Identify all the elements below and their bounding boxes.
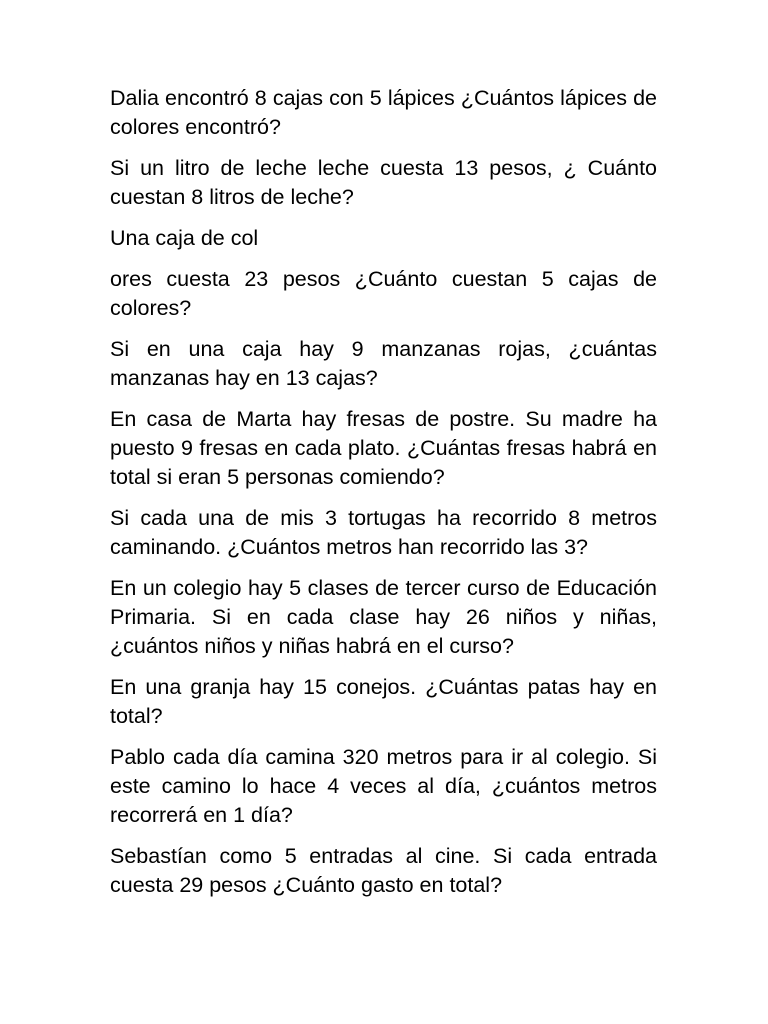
paragraph-9: En una granja hay 15 conejos. ¿Cuántas patas hay en total?: [110, 675, 657, 728]
document-page: [110, 84, 657, 912]
paragraph-7: Si cada una de mis 3 tortugas ha recorrido 8 metros caminando. ¿Cuántos metros han recorrido las 3?: [110, 506, 657, 559]
paragraph-10: Pablo cada día camina 320 metros para ir al colegio. Si este camino lo hace 4 veces al día, ¿cuántos metros recorrerá en 1 día?: [110, 745, 657, 827]
paragraph-11: Sebastían como 5 entradas al cine. Si cada entrada cuesta 29 pesos ¿Cuánto gasto en total?: [110, 844, 657, 897]
paragraph-4: ores cuesta 23 pesos ¿Cuánto cuestan 5 cajas de colores?: [110, 267, 657, 320]
paragraph-8: En un colegio hay 5 clases de tercer curso de Educación Primaria. Si en cada clase hay 26 niños y niñas, ¿cuántos niños y niñas habrá en el curso?: [110, 576, 657, 658]
paragraph-3: Una caja de col: [110, 226, 259, 250]
paragraph-2: Si un litro de leche leche cuesta 13 pesos, ¿ Cuánto cuestan 8 litros de leche?: [110, 156, 657, 209]
paragraph-6: En casa de Marta hay fresas de postre. Su madre ha puesto 9 fresas en cada plato. ¿Cuántas fresas habrá en total si eran 5 personas comiendo?: [110, 407, 657, 489]
paragraph-1: Dalia encontró 8 cajas con 5 lápices ¿Cuántos lápices de colores encontró?: [110, 86, 657, 139]
paragraph-5: Si en una caja hay 9 manzanas rojas, ¿cuántas manzanas hay en 13 cajas?: [110, 337, 657, 390]
